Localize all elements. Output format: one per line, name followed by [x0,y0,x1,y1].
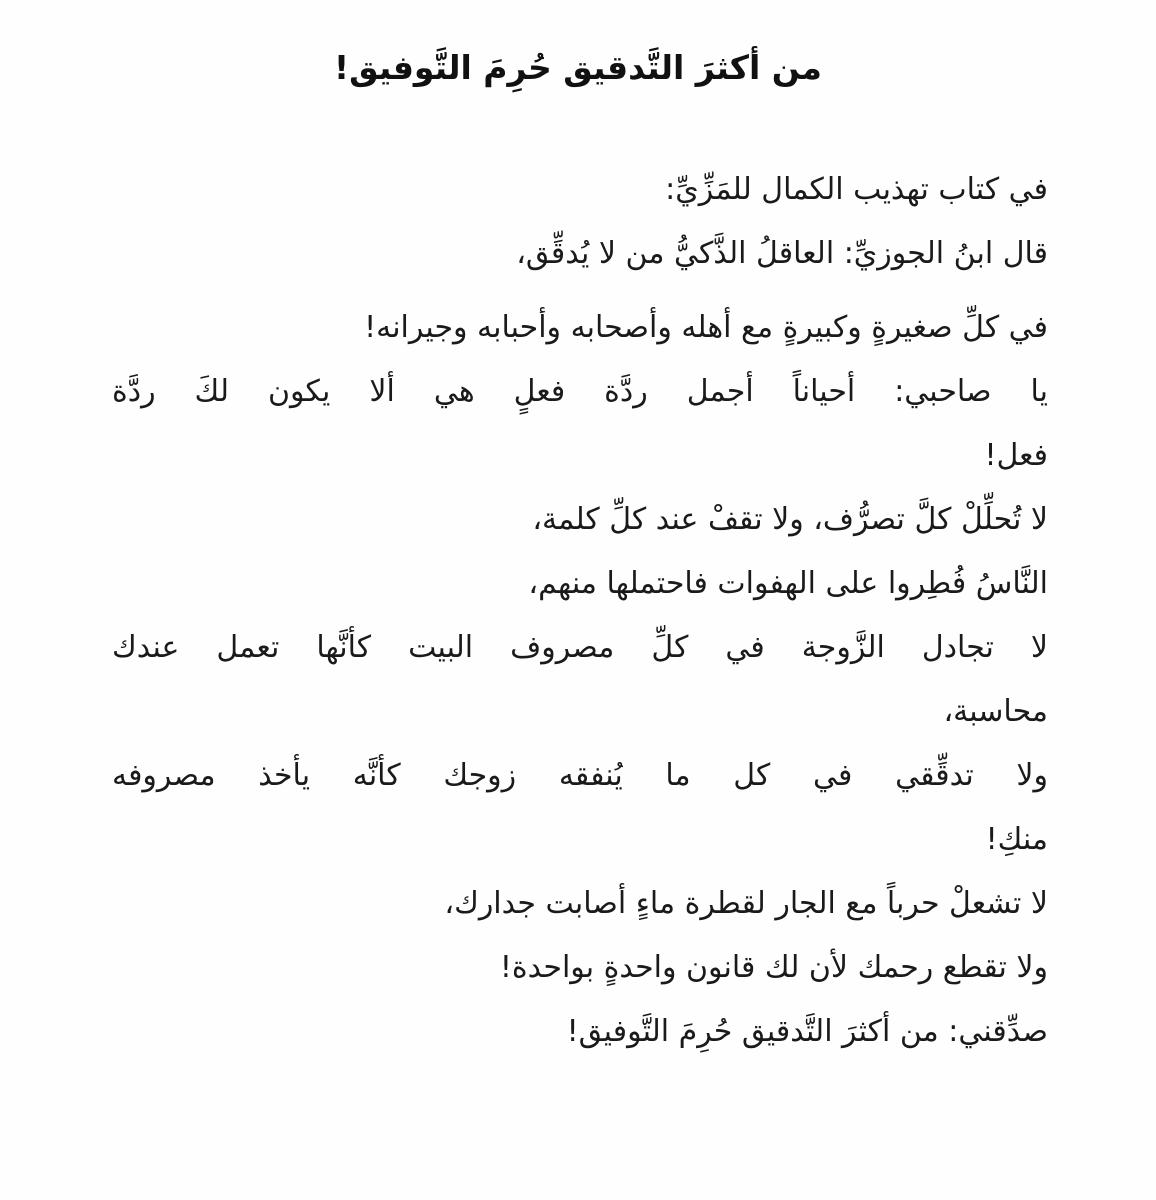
text-line-4-main: يا صاحبي: أحياناً أجمل ردَّة فعلٍ هي ألا يكون لكَ ردَّة [112,374,1048,409]
text-line-2: قال ابنُ الجوزيِّ: العاقلُ الذَّكيُّ من لا يُدقِّق، [516,236,1048,271]
text-line-6: النَّاسُ فُطِروا على الهفوات فاحتملها منهم، [528,566,1048,601]
text-line-9: لا تشعلْ حرباً مع الجار لقطرة ماءٍ أصابت جدارك، [444,886,1048,921]
text-line-8 [112,744,1048,872]
text-line-4-tail: فعل! [984,438,1048,473]
text-line-11: صدِّقني: من أكثرَ التَّدقيق حُرِمَ التَّوفيق! [566,1014,1048,1049]
paragraph-gap [112,286,1048,296]
text-line-8-tail: منكِ! [985,822,1048,857]
text-line-1: في كتاب تهذيب الكمال للمَزِّيِّ: [665,172,1048,207]
text-line-7-tail: محاسبة، [943,694,1048,729]
title-container [0,0,1156,113]
text-line-8-main: ولا تدقِّقي في كل ما يُنفقه زوجك كأنَّه يأخذ مصروفه [112,758,1048,793]
text-line-4 [112,360,1048,488]
text-line-7 [112,616,1048,744]
text-line-3: في كلِّ صغيرةٍ وكبيرةٍ مع أهله وأصحابه وأحبابه وجيرانه! [364,310,1048,345]
text-line-5: لا تُحلِّلْ كلَّ تصرُّف، ولا تقفْ عند كلِّ كلمة، [532,502,1048,537]
text-line-10: ولا تقطع رحمك لأن لك قانون واحدةٍ بواحدة! [499,950,1048,985]
page-title: من أكثرَ التَّدقيق حُرِمَ التَّوفيق! [334,48,822,88]
text-line-7-main: لا تجادل الزَّوجة في كلِّ مصروف البيت كأنَّها تعمل عندك [112,630,1048,665]
body-text-block [112,158,1048,1064]
